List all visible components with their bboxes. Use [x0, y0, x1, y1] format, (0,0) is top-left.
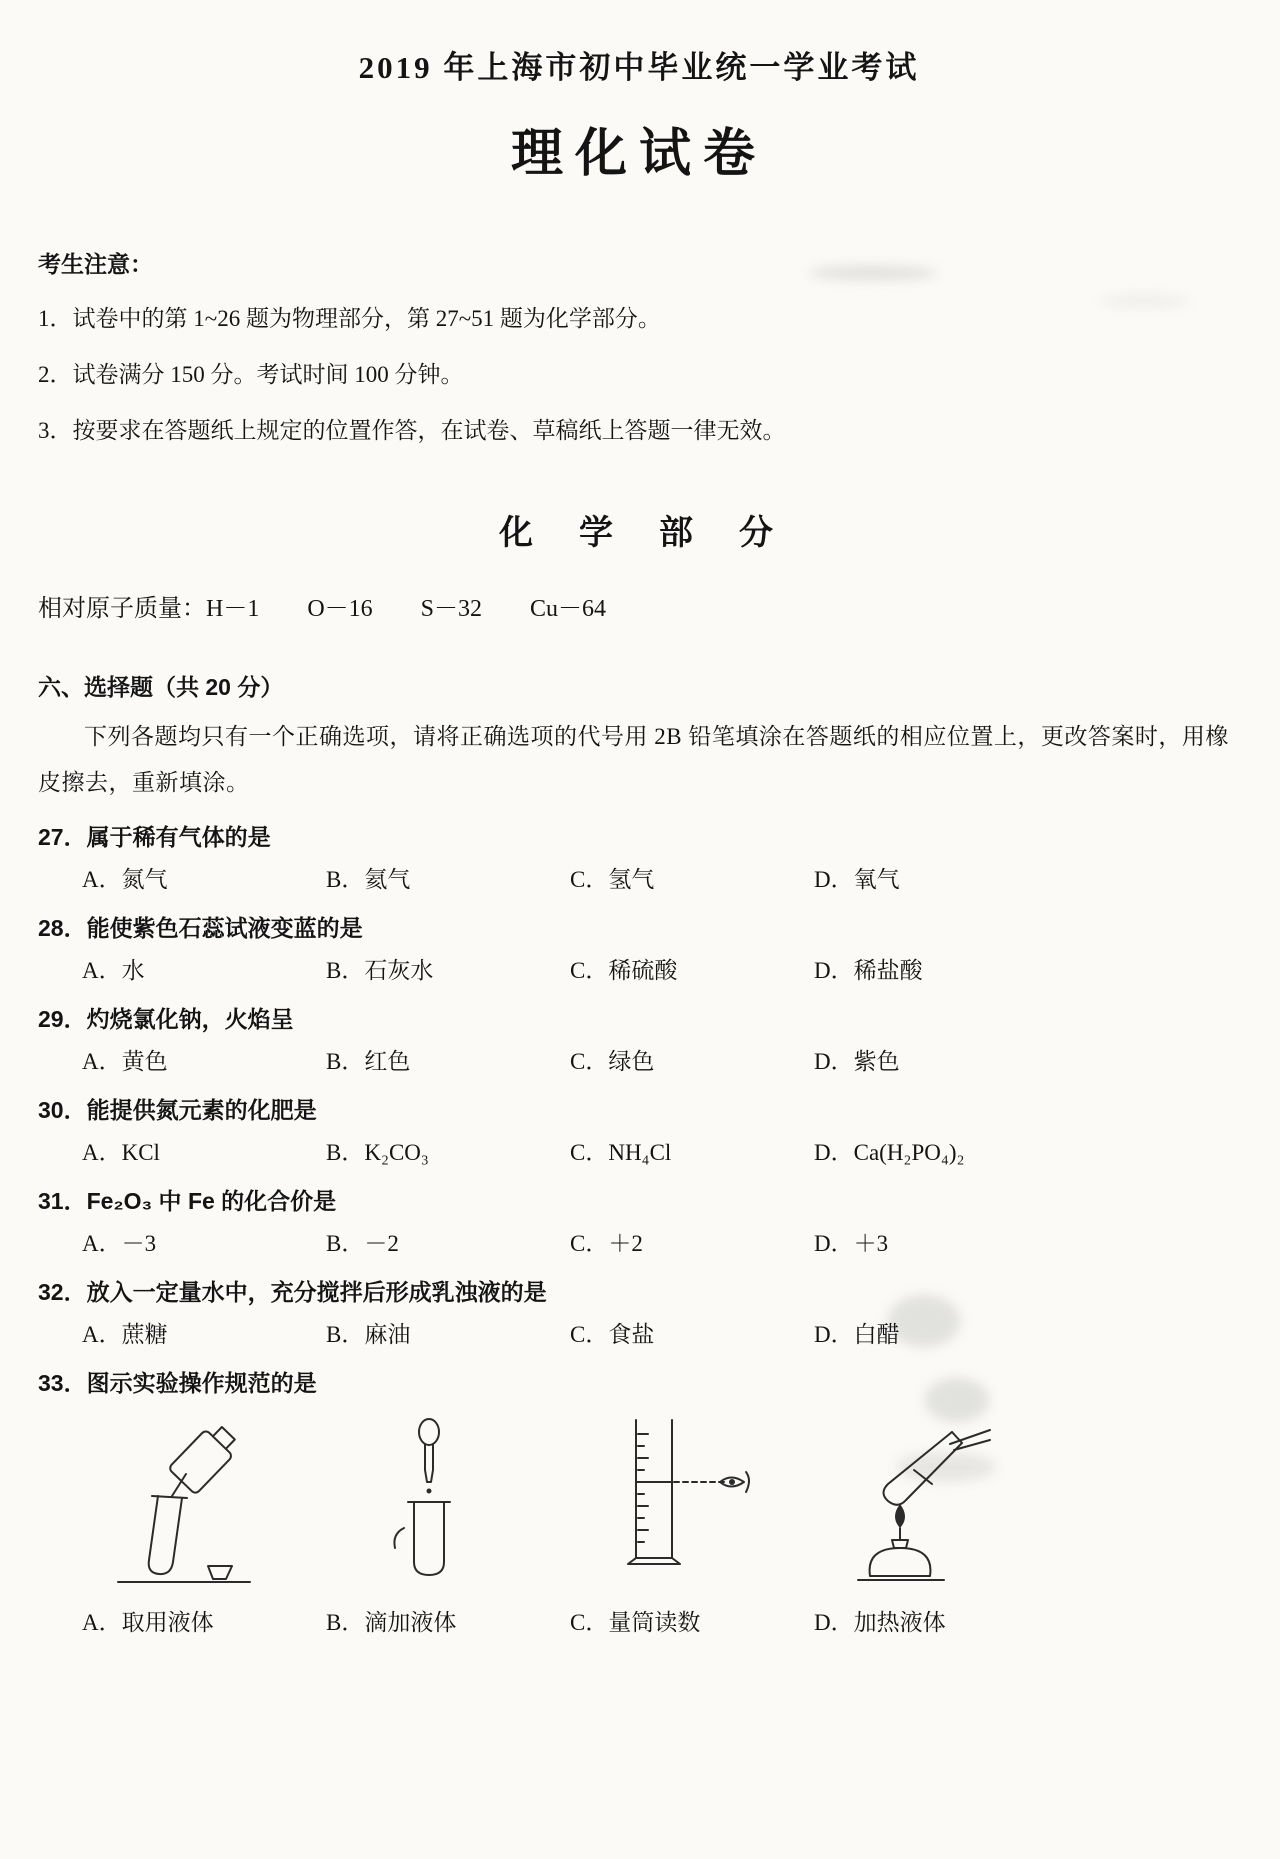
question-options: [38, 1227, 1240, 1261]
notice-heading: 考生注意：: [38, 251, 153, 277]
option-a: A．－3: [82, 1231, 157, 1256]
dropper-illustration: [334, 1410, 524, 1590]
question-stem: 31．Fe₂O₃ 中 Fe 的化合价是: [38, 1188, 337, 1214]
option-d: D．＋3: [814, 1231, 889, 1256]
question-stem: 30．能提供氮元素的化肥是: [38, 1097, 317, 1123]
question-options: [38, 863, 1240, 897]
option-b: B．红色: [326, 1049, 411, 1074]
question-33: [38, 1366, 1240, 1640]
relative-atomic-masses: 相对原子质量：H－1 O－16 S－32 Cu－64: [38, 596, 607, 622]
heating-liquid-illustration: [822, 1410, 1012, 1590]
option-c: C．食盐: [570, 1322, 655, 1347]
chemistry-section-heading: 化 学 部 分: [499, 514, 779, 552]
option-b: B．石灰水: [326, 958, 434, 983]
question-options: [38, 1318, 1240, 1352]
exam-title: 2019 年上海市初中毕业统一学业考试: [358, 50, 920, 85]
option-a: A．黄色: [82, 1049, 168, 1074]
option-b: B．－2: [326, 1231, 399, 1256]
question-29: [38, 1002, 1240, 1079]
notice-item-2: 2．试卷满分 150 分。考试时间 100 分钟。: [38, 362, 464, 387]
option-b: B．滴加液体: [326, 1610, 457, 1635]
option-d: D．加热液体: [814, 1610, 946, 1635]
question-27: [38, 820, 1240, 897]
exam-subtitle: 理化试卷: [510, 125, 767, 183]
option-b: B．氦气: [326, 867, 411, 892]
notice-item-1: 1．试卷中的第 1~26 题为物理部分，第 27~51 题为化学部分。: [38, 306, 661, 331]
option-c: C．＋2: [570, 1231, 643, 1256]
figure-heating: [814, 1410, 1240, 1590]
notice-item-3: 3．按要求在答题纸上规定的位置作答，在试卷、草稿纸上答题一律无效。: [38, 418, 786, 443]
option-c: C．氢气: [570, 867, 655, 892]
figure-pour-liquid: [82, 1410, 326, 1590]
option-c: C．量筒读数: [570, 1610, 701, 1635]
question-33-figures: [38, 1410, 1240, 1590]
option-d: D．稀盐酸: [814, 958, 923, 983]
option-a: A．氮气: [82, 867, 168, 892]
candidate-notice: [38, 246, 1240, 447]
option-c: C．NH₄Cl: [570, 1140, 672, 1165]
option-c: C．稀硫酸: [570, 958, 678, 983]
question-options: [38, 1136, 1240, 1170]
question-stem: 27．属于稀有气体的是: [38, 824, 271, 850]
question-options: [38, 954, 1240, 988]
question-32: [38, 1275, 1240, 1352]
question-stem: 32．放入一定量水中，充分搅拌后形成乳浊液的是: [38, 1279, 547, 1305]
option-b: B．麻油: [326, 1322, 411, 1347]
question-28: [38, 911, 1240, 988]
option-a: A．取用液体: [82, 1610, 214, 1635]
question-31: [38, 1184, 1240, 1261]
figure-dropper: [326, 1410, 570, 1590]
cylinder-reading-illustration: [578, 1410, 768, 1590]
option-d: D．紫色: [814, 1049, 900, 1074]
option-b: B．K₂CO₃: [326, 1140, 429, 1165]
option-a: A．KCl: [82, 1140, 160, 1165]
multiple-choice-instructions: 下列各题均只有一个正确选项，请将正确选项的代号用 2B 铅笔填涂在答题纸的相应位置上，更改答案时，用橡皮擦去，重新填涂。: [38, 724, 1229, 795]
question-stem: 29．灼烧氯化钠，火焰呈: [38, 1006, 294, 1032]
question-stem: 28．能使紫色石蕊试液变蓝的是: [38, 915, 363, 941]
question-30: [38, 1093, 1240, 1170]
option-d: D．Ca(H₂PO₄)₂: [814, 1140, 965, 1165]
option-a: A．水: [82, 958, 145, 983]
multiple-choice-heading: 六、选择题（共 20 分）: [38, 674, 284, 700]
question-options: [38, 1045, 1240, 1079]
question-stem: 33．图示实验操作规范的是: [38, 1370, 317, 1396]
option-c: C．绿色: [570, 1049, 655, 1074]
question-options: [38, 1606, 1240, 1640]
figure-cylinder-reading: [570, 1410, 814, 1590]
option-a: A．蔗糖: [82, 1322, 168, 1347]
option-d: D．白醋: [814, 1322, 900, 1347]
option-d: D．氧气: [814, 867, 900, 892]
pour-liquid-illustration: [90, 1410, 280, 1590]
